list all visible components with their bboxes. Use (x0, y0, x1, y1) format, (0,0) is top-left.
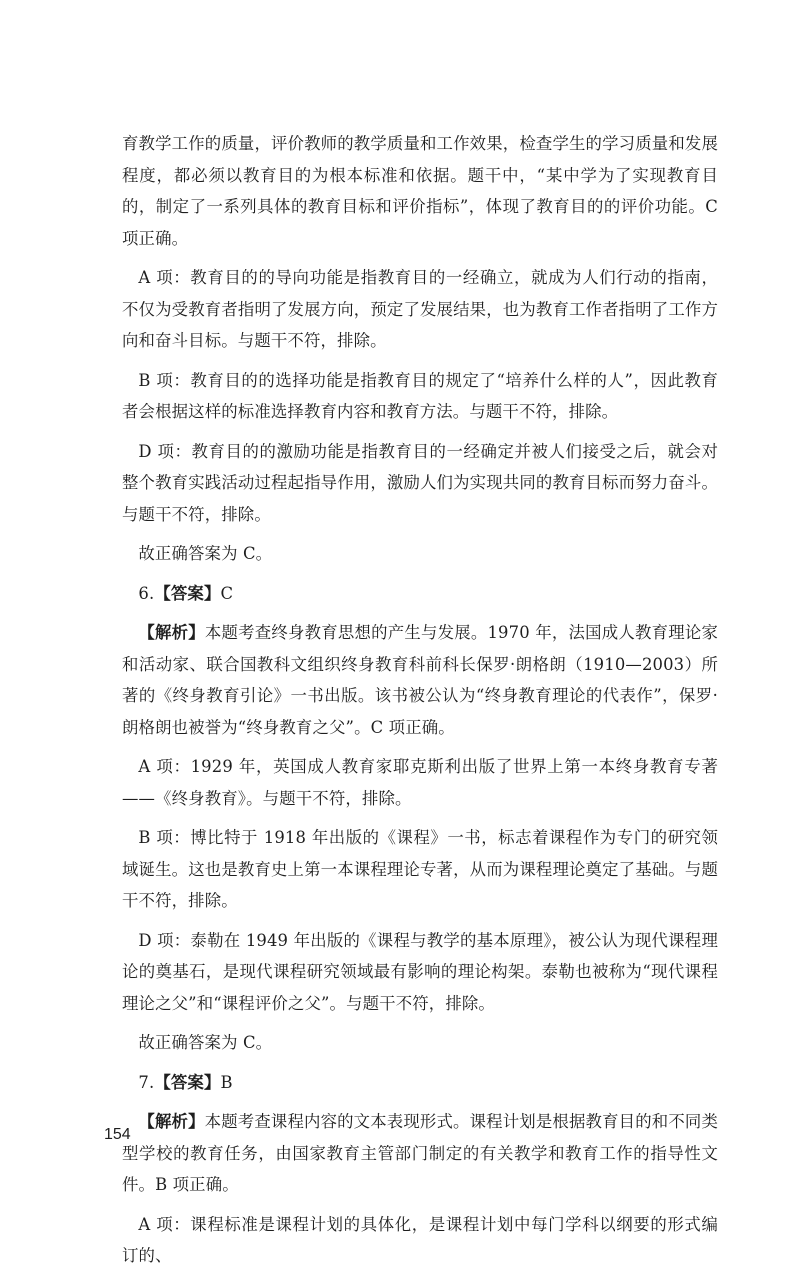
paragraph-text: D 项：泰勒在 1949 年出版的《课程与教学的基本原理》，被公认为现代课程理论的奠基石，是现代课程研究领域最有影响的理论构架。泰勒也被称为“现代课程理论之父”和“课程评价之父”。与题干不符，排除。 (122, 930, 718, 1013)
analysis-label: 【解析】 (138, 623, 205, 642)
paragraph-option-d (122, 436, 718, 531)
paragraph-option-a (122, 751, 718, 814)
paragraph-text: 故正确答案为 C。 (138, 1033, 273, 1052)
analysis-paragraph-6 (122, 617, 718, 743)
paragraph-conclusion (122, 1027, 718, 1059)
paragraph-option-a (122, 1209, 718, 1272)
answer-label: 【答案】 (154, 583, 221, 603)
answer-label: 【答案】 (154, 1072, 221, 1092)
question-number: 6. (138, 583, 155, 603)
answer-heading-6 (122, 578, 718, 610)
paragraph-text: 本题考查终身教育思想的产生与发展。1970 年，法国成人教育理论家和活动家、联合国教科文组织终身教育科前科长保罗·朗格朗（1910—2003）所著的《终身教育引论》一书出版。该书被公认为“终身教育理论的代表作”，保罗·朗格朗也被誉为“终身教育之父”。C 项正确。 (122, 623, 718, 737)
paragraph-conclusion (122, 538, 718, 570)
paragraph-text: 故正确答案为 C。 (138, 544, 273, 563)
answer-heading-7 (122, 1067, 718, 1099)
paragraph-text: A 项：课程标准是课程计划的具体化，是课程计划中每门学科以纲要的形式编订的、 (122, 1214, 718, 1265)
paragraph-text: A 项：教育目的的导向功能是指教育目的一经确立，就成为人们行动的指南，不仅为受教育者指明了发展方向，预定了发展结果，也为教育工作者指明了工作方向和奋斗目标。与题干不符，排除。 (122, 268, 718, 350)
analysis-label: 【解析】 (138, 1112, 205, 1131)
answer-value: C (220, 583, 234, 603)
answer-value: B (220, 1072, 233, 1092)
question-number: 7. (138, 1072, 155, 1092)
paragraph-text: 本题考查课程内容的文本表现形式。课程计划是根据教育目的和不同类型学校的教育任务，由国家教育主管部门制定的有关教学和教育工作的指导性文件。B 项正确。 (122, 1112, 718, 1194)
paragraph-text: B 项：教育目的的选择功能是指教育目的规定了“培养什么样的人”，因此教育者会根据这样的标准选择教育内容和教育方法。与题干不符，排除。 (122, 370, 718, 421)
paragraph-evaluation-function (122, 128, 718, 254)
paragraph-option-a (122, 262, 718, 357)
paragraph-text: B 项：博比特于 1918 年出版的《课程》一书，标志着课程作为专门的研究领域诞生。这也是教育史上第一本课程理论专著，从而为课程理论奠定了基础。与题干不符，排除。 (122, 828, 718, 910)
paragraph-text: D 项：教育目的的激励功能是指教育目的一经确定并被人们接受之后，就会对整个教育实践活动过程起指导作用，激励人们为实现共同的教育目标而努力奋斗。与题干不符，排除。 (122, 441, 718, 524)
paragraph-text: A 项：1929 年，英国成人教育家耶克斯利出版了世界上第一本终身教育专著——《终身教育》。与题干不符，排除。 (122, 757, 718, 808)
paragraph-text: 育教学工作的质量，评价教师的教学质量和工作效果，检查学生的学习质量和发展程度，都必须以教育目的为根本标准和依据。题干中，“某中学为了实现教育目的，制定了一系列具体的教育目标和评价指标”，体现了教育目的的评价功能。C 项正确。 (122, 134, 718, 248)
page-number: 154 (104, 1126, 131, 1143)
page-body (122, 128, 718, 1272)
paragraph-option-b (122, 365, 718, 428)
paragraph-option-b (122, 822, 718, 917)
analysis-paragraph-7 (122, 1106, 718, 1201)
paragraph-option-d (122, 925, 718, 1020)
